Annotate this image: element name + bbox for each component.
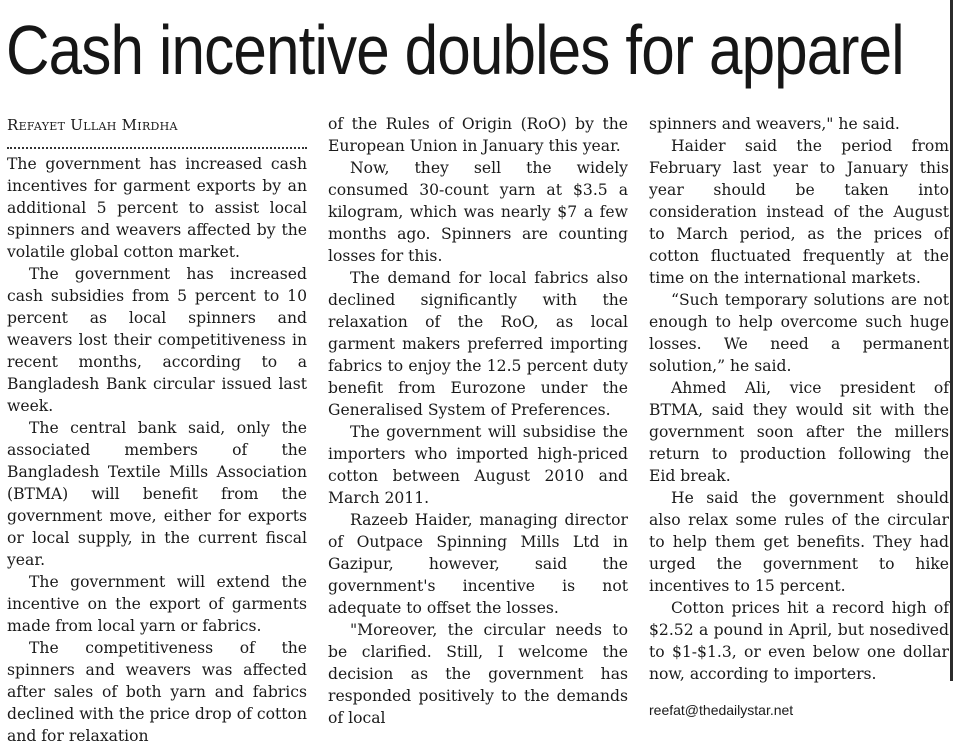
article-column-1 bbox=[7, 113, 307, 747]
paragraph: The central bank said, only the associated members of the Bangladesh Textile Mills Association (BTMA) will benefit from the government move, either for exports or local supply, in the current fiscal year. bbox=[7, 419, 307, 569]
paragraph: The government has increased cash incentives for garment exports by an additional 5 percent to assist local spinners and weavers affected by the volatile global cotton market. bbox=[7, 155, 307, 261]
paragraph: Haider said the period from February last year to January this year should be taken into consideration instead of the August to March period, as the prices of cotton fluctuated frequently at the time on the international markets. bbox=[649, 137, 949, 287]
headline: Cash incentive doubles for apparel bbox=[6, 11, 904, 89]
author-email: reefat@thedailystar.net bbox=[649, 702, 794, 718]
paragraph: The government has increased cash subsidies from 5 percent to 10 percent as local spinners and weavers lost their competitiveness in recent months, according to a Bangladesh Bank circular issued last week. bbox=[7, 265, 307, 415]
column-rule bbox=[950, 0, 953, 681]
paragraph: The competitiveness of the spinners and weavers was affected after sales of both yarn and fabrics declined with the price drop of cotton and for relaxation bbox=[7, 639, 307, 745]
paragraph: The government will extend the incentive on the export of garments made from local yarn or fabrics. bbox=[7, 573, 307, 635]
byline: Refayet Ullah Mirdha bbox=[7, 116, 178, 134]
paragraph: “Such temporary solutions are not enough to help overcome such huge losses. We need a permanent solution,” he said. bbox=[649, 291, 949, 375]
paragraph: The demand for local fabrics also declined significantly with the relaxation of the RoO, as local garment makers preferred importing fabrics to enjoy the 12.5 percent duty benefit from Eurozone under the Generalised System of Preferences. bbox=[328, 269, 628, 419]
paragraph: of the Rules of Origin (RoO) by the European Union in January this year. bbox=[328, 115, 628, 155]
paragraph: He said the government should also relax some rules of the circular to help them get benefits. They had urged the government to hike incentives to 15 percent. bbox=[649, 489, 949, 595]
article-column-2 bbox=[328, 113, 628, 729]
paragraph: Cotton prices hit a record high of $2.52 a pound in April, but nosedived to $1-$1.3, or even below one dollar now, according to importers. bbox=[649, 599, 949, 683]
paragraph: "Moreover, the circular needs to be clarified. Still, I welcome the decision as the government has responded positively to the demands of local bbox=[328, 621, 628, 727]
byline-divider bbox=[7, 147, 307, 149]
article-column-3 bbox=[649, 113, 949, 721]
paragraph: spinners and weavers," he said. bbox=[649, 115, 900, 133]
paragraph: The government will subsidise the importers who imported high-priced cotton between August 2010 and March 2011. bbox=[328, 423, 628, 507]
paragraph: Now, they sell the widely consumed 30-count yarn at $3.5 a kilogram, which was nearly $7 a few months ago. Spinners are counting losses for this. bbox=[328, 159, 628, 265]
paragraph: Razeeb Haider, managing director of Outpace Spinning Mills Ltd in Gazipur, however, said the government's incentive is not adequate to offset the losses. bbox=[328, 511, 628, 617]
paragraph: Ahmed Ali, vice president of BTMA, said they would sit with the government soon after the millers return to production following the Eid break. bbox=[649, 379, 949, 485]
